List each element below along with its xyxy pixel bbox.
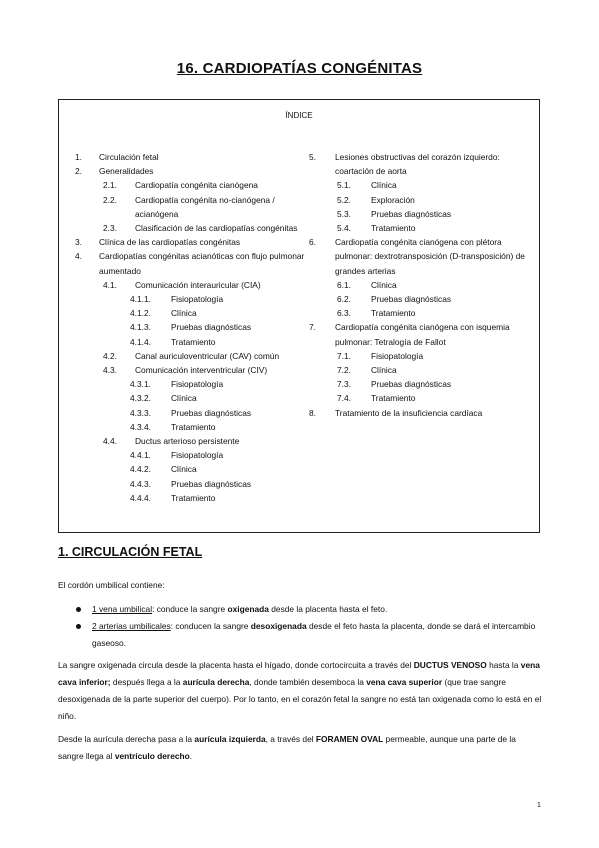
toc-entry-label: Circulación fetal bbox=[99, 152, 159, 162]
toc-entry bbox=[309, 292, 537, 306]
toc-entry-label: Clasificación de las cardiopatías congénitas bbox=[135, 223, 298, 234]
toc-entry-number: 4.4. bbox=[103, 436, 117, 447]
toc-entry bbox=[75, 278, 307, 292]
toc-entry bbox=[75, 235, 307, 249]
bullet-text: : conduce la sangre bbox=[152, 604, 228, 614]
toc-entry-label: Cardiopatía congénita cianógena con plétora pulmonar: dextrotransposición (D-transposición) de grandes arterias bbox=[335, 237, 525, 276]
toc-entry-label: Clínica bbox=[371, 180, 397, 191]
toc-entry-number: 4.3. bbox=[103, 365, 117, 376]
list-item bbox=[58, 601, 543, 618]
toc-entry-label: Pruebas diagnósticas bbox=[371, 379, 452, 390]
toc-entry-label: Clínica bbox=[171, 393, 197, 404]
table-of-contents bbox=[58, 99, 540, 533]
toc-entry bbox=[309, 221, 537, 235]
toc-entry bbox=[309, 235, 537, 278]
toc-entry-label: Tratamiento bbox=[171, 421, 216, 432]
toc-entry bbox=[75, 178, 307, 192]
toc-entry-number: 2. bbox=[75, 166, 82, 177]
bullet-list bbox=[58, 601, 543, 652]
toc-entry bbox=[309, 150, 537, 178]
intro-paragraph: El cordón umbilical contiene: bbox=[58, 580, 165, 590]
toc-entry bbox=[309, 377, 537, 391]
list-item bbox=[58, 618, 543, 652]
toc-entry bbox=[309, 363, 537, 377]
page-number: 1 bbox=[537, 802, 541, 809]
toc-entry bbox=[309, 193, 537, 207]
toc-entry-label: Clínica de las cardiopatías congénitas bbox=[99, 237, 241, 248]
toc-entry-label: Tratamiento bbox=[371, 308, 416, 319]
toc-entry-label: Pruebas diagnósticas bbox=[171, 322, 252, 333]
toc-entry-number: 5.2. bbox=[337, 194, 351, 205]
toc-entry bbox=[75, 491, 307, 505]
toc-entry-label: Clínica bbox=[371, 365, 397, 376]
toc-entry-label: Fisiopatología bbox=[171, 294, 224, 305]
toc-entry-number: 4.1. bbox=[103, 279, 117, 290]
toc-entry-label: Fisiopatología bbox=[171, 379, 224, 390]
toc-entry bbox=[75, 477, 307, 491]
toc-entry-label: Cardiopatías congénitas acianóticas con flujo pulmonar aumentado bbox=[99, 251, 305, 276]
toc-entry bbox=[309, 178, 537, 192]
toc-entry bbox=[75, 193, 307, 221]
section-heading: 1. CIRCULACIÓN FETAL bbox=[58, 545, 203, 559]
toc-right-column bbox=[309, 150, 537, 420]
toc-entry-label: Fisiopatología bbox=[171, 450, 224, 461]
toc-entry bbox=[309, 391, 537, 405]
toc-entry bbox=[75, 406, 307, 420]
bullet-term: 2 arterias umbilicales bbox=[92, 621, 171, 631]
toc-entry-number: 7.4. bbox=[337, 393, 351, 404]
toc-entry-label: Cardiopatía congénita no-cianógena / acianógena bbox=[135, 194, 275, 219]
bullet-text: desde la placenta hasta el feto. bbox=[268, 604, 388, 614]
toc-entry-number: 4.1.3. bbox=[130, 322, 151, 333]
toc-entry bbox=[75, 320, 307, 334]
toc-entry bbox=[75, 335, 307, 349]
toc-entry-number: 4.1.1. bbox=[130, 294, 151, 305]
toc-entry-label: Clínica bbox=[171, 464, 197, 475]
paragraph: La sangre oxigenada circula desde la placenta hasta el hígado, donde cortocircuita a través del DUCTUS VENOSO hasta la vena cava inferior; después llega a la aurícula derecha, donde también desemboca la vena cava superior (que trae sangre desoxigenada de la parte superior del cuerpo). Por lo tanto, en el corazón fetal la sangre no está tan oxigenada como lo está en el niño. bbox=[58, 660, 542, 721]
bullet-text: desde el feto hasta la placenta, donde se dará el intercambio gaseoso. bbox=[92, 621, 536, 648]
toc-entry-number: 8. bbox=[309, 407, 316, 418]
toc-entry-label: Generalidades bbox=[99, 166, 154, 177]
toc-entry bbox=[75, 249, 307, 277]
toc-entry bbox=[75, 391, 307, 405]
toc-entry-number: 4.1.2. bbox=[130, 308, 151, 319]
toc-entry-label: Exploración bbox=[371, 194, 415, 205]
toc-entry-number: 4. bbox=[75, 251, 82, 262]
toc-entry-number: 4.3.3. bbox=[130, 407, 151, 418]
toc-entry-label: Tratamiento de la insuficiencia cardíaca bbox=[335, 407, 483, 418]
toc-entry-number: 2.1. bbox=[103, 180, 117, 191]
toc-entry bbox=[75, 164, 307, 178]
toc-entry-label: Pruebas diagnósticas bbox=[171, 478, 252, 489]
toc-entry-number: 5.4. bbox=[337, 223, 351, 234]
toc-entry-number: 2.2. bbox=[103, 194, 117, 205]
toc-entry bbox=[309, 349, 537, 363]
toc-entry bbox=[309, 406, 537, 420]
toc-entry-label: Tratamiento bbox=[371, 393, 416, 404]
toc-entry-label: Pruebas diagnósticas bbox=[371, 208, 452, 219]
toc-entry bbox=[75, 306, 307, 320]
toc-entry-number: 4.4.1. bbox=[130, 450, 151, 461]
page-title: 16. CARDIOPATÍAS CONGÉNITAS bbox=[176, 60, 423, 77]
toc-entry-number: 4.3.1. bbox=[130, 379, 151, 390]
toc-entry-label: Cardiopatía congénita cianógena bbox=[135, 180, 258, 191]
toc-entry-number: 4.3.4. bbox=[130, 421, 151, 432]
toc-entry-label: Comunicación interventricular (CIV) bbox=[135, 365, 268, 376]
toc-entry-number: 4.4.3. bbox=[130, 478, 151, 489]
toc-entry-number: 4.4.2. bbox=[130, 464, 151, 475]
toc-entry-number: 4.4.4. bbox=[130, 492, 151, 503]
toc-entry-label: Lesiones obstructivas del corazón izquierdo: coartación de aorta bbox=[335, 152, 500, 177]
toc-title: ÍNDICE bbox=[285, 111, 313, 120]
toc-entry-number: 5.3. bbox=[337, 208, 351, 219]
toc-entry-label: Pruebas diagnósticas bbox=[171, 407, 252, 418]
toc-entry-number: 7.2. bbox=[337, 365, 351, 376]
toc-entry-label: Pruebas diagnósticas bbox=[371, 294, 452, 305]
toc-entry bbox=[75, 150, 307, 164]
bullet-bold: desoxigenada bbox=[250, 621, 307, 631]
toc-entry-number: 6.3. bbox=[337, 308, 351, 319]
toc-entry-number: 4.3.2. bbox=[130, 393, 151, 404]
toc-entry bbox=[309, 306, 537, 320]
toc-entry bbox=[309, 320, 537, 348]
toc-entry-label: Cardiopatía congénita cianógena con isquemia pulmonar: Tetralogía de Fallot bbox=[335, 322, 510, 347]
bullet-icon bbox=[76, 607, 81, 612]
toc-entry-label: Fisiopatología bbox=[371, 350, 424, 361]
bullet-icon bbox=[76, 624, 81, 629]
bullet-term: 1 vena umbilical bbox=[92, 604, 153, 614]
toc-entry bbox=[75, 363, 307, 377]
toc-entry-label: Ductus arterioso persistente bbox=[135, 436, 240, 447]
toc-entry-number: 4.1.4. bbox=[130, 336, 151, 347]
toc-entry-label: Tratamiento bbox=[171, 492, 216, 503]
toc-entry bbox=[75, 434, 307, 448]
toc-entry-label: Clínica bbox=[171, 308, 197, 319]
toc-entry-number: 5. bbox=[309, 152, 316, 162]
bullet-bold: oxigenada bbox=[227, 604, 269, 614]
toc-entry-number: 3. bbox=[75, 237, 82, 248]
toc-entry-number: 5.1. bbox=[337, 180, 351, 191]
toc-entry bbox=[75, 349, 307, 363]
bullet-text: : conducen la sangre bbox=[170, 621, 251, 631]
toc-entry bbox=[75, 221, 307, 235]
toc-entry-label: Clínica bbox=[371, 279, 397, 290]
toc-entry-label: Canal auriculoventricular (CAV) común bbox=[135, 350, 280, 361]
toc-entry-number: 7.3. bbox=[337, 379, 351, 390]
toc-entry-number: 7. bbox=[309, 322, 316, 333]
toc-entry-number: 2.3. bbox=[103, 223, 117, 234]
toc-entry bbox=[309, 207, 537, 221]
toc-entry-label: Comunicación interauricular (CIA) bbox=[135, 279, 261, 290]
toc-entry bbox=[75, 420, 307, 434]
toc-entry-label: Tratamiento bbox=[171, 336, 216, 347]
toc-entry-number: 1. bbox=[75, 152, 82, 162]
toc-entry-number: 6.1. bbox=[337, 279, 351, 290]
toc-entry-number: 4.2. bbox=[103, 350, 117, 361]
toc-left-column bbox=[75, 150, 307, 505]
toc-entry bbox=[75, 448, 307, 462]
toc-entry bbox=[75, 292, 307, 306]
toc-entry-number: 6. bbox=[309, 237, 316, 248]
paragraph: Desde la aurícula derecha pasa a la aurícula izquierda, a través del FORAMEN OVAL permeable, aunque una parte de la sangre llega al ventrículo derecho. bbox=[58, 734, 516, 761]
toc-entry-label: Tratamiento bbox=[371, 223, 416, 234]
toc-entry-number: 6.2. bbox=[337, 294, 351, 305]
toc-entry bbox=[309, 278, 537, 292]
toc-entry bbox=[75, 377, 307, 391]
toc-entry-number: 7.1. bbox=[337, 350, 351, 361]
toc-entry bbox=[75, 462, 307, 476]
